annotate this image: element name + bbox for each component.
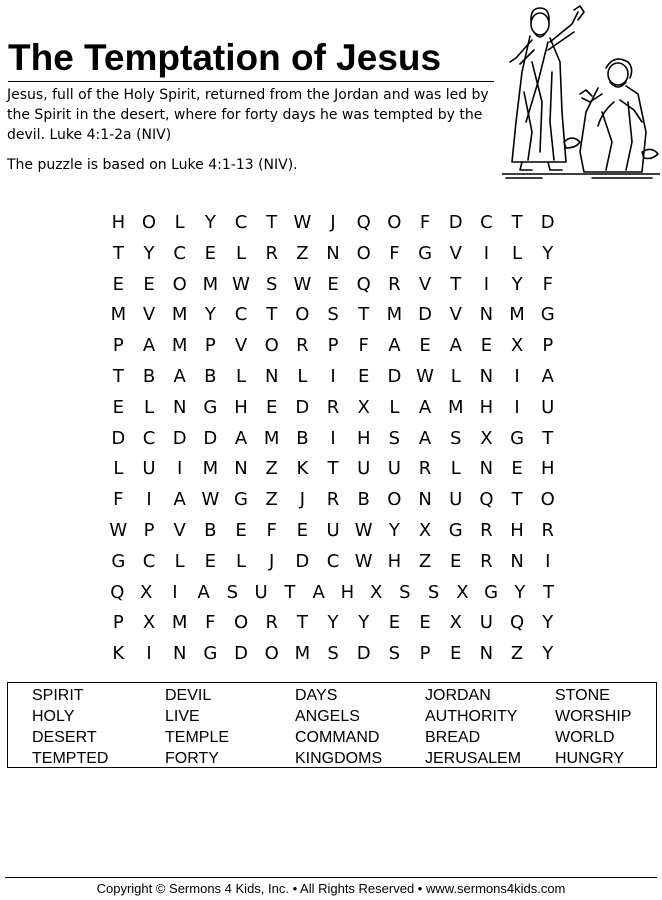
- grid-letter: A: [418, 427, 432, 449]
- grid-row: [103, 331, 563, 362]
- grid-letter: T: [511, 212, 523, 233]
- grid-letter: L: [113, 458, 124, 480]
- grid-letter: M: [263, 427, 280, 449]
- grid-letter: S: [399, 581, 411, 603]
- grid-letter: N: [510, 550, 524, 572]
- grid-letter: P: [143, 519, 155, 541]
- grid-letter: I: [172, 581, 178, 603]
- grid-letter: M: [447, 396, 464, 418]
- word-bank-item: WORSHIP: [555, 708, 632, 725]
- grid-letter: T: [296, 612, 308, 634]
- grid-letter: T: [112, 365, 124, 387]
- grid-letter: E: [419, 612, 431, 634]
- grid-letter: M: [202, 273, 219, 295]
- grid-letter: W: [354, 519, 373, 541]
- grid-letter: U: [449, 489, 463, 511]
- grid-letter: T: [266, 212, 278, 233]
- grid-letter: A: [388, 335, 401, 357]
- grid-row: [103, 516, 563, 547]
- grid-letter: N: [479, 304, 494, 326]
- grid-letter: Q: [479, 489, 494, 511]
- grid-letter: I: [483, 273, 490, 295]
- grid-letter: D: [111, 427, 126, 449]
- grid-letter: H: [356, 427, 371, 449]
- grid-letter: D: [356, 643, 371, 665]
- grid-row: [103, 485, 563, 516]
- grid-letter: D: [448, 212, 463, 233]
- grid-letter: G: [484, 581, 499, 603]
- grid-letter: V: [449, 304, 462, 326]
- grid-letter: I: [545, 550, 551, 572]
- grid-letter: A: [142, 335, 156, 357]
- grid-letter: U: [479, 612, 493, 634]
- grid-letter: Y: [542, 242, 554, 264]
- grid-letter: Y: [388, 519, 400, 541]
- grid-letter: Z: [418, 550, 432, 572]
- grid-letter: D: [295, 396, 310, 418]
- word-bank-item: DEVIL: [165, 687, 212, 704]
- grid-letter: E: [235, 519, 247, 541]
- grid-letter: L: [389, 396, 400, 418]
- grid-letter: G: [203, 643, 218, 665]
- grid-letter: I: [146, 643, 152, 665]
- grid-letter: G: [203, 396, 218, 418]
- grid-letter: V: [234, 335, 248, 357]
- grid-letter: M: [294, 643, 311, 665]
- grid-letter: W: [109, 519, 128, 541]
- grid-letter: E: [450, 550, 462, 572]
- grid-letter: T: [284, 581, 296, 603]
- grid-letter: U: [357, 458, 371, 480]
- grid-letter: T: [511, 489, 523, 511]
- grid-letter: Z: [296, 242, 309, 264]
- grid-letter: U: [326, 519, 340, 541]
- word-bank-item: JORDAN: [425, 687, 491, 704]
- grid-letter: M: [171, 304, 188, 326]
- word-bank-item: JERUSALEM: [425, 750, 522, 767]
- grid-letter: H: [111, 212, 126, 233]
- grid-letter: B: [204, 365, 217, 387]
- grid-letter: L: [174, 550, 185, 572]
- grid-letter: F: [542, 273, 553, 295]
- grid-letter: S: [327, 643, 339, 665]
- grid-letter: F: [419, 212, 431, 233]
- word-bank-column: [165, 685, 229, 769]
- grid-letter: X: [139, 581, 153, 603]
- grid-letter: E: [388, 612, 401, 634]
- grid-letter: O: [233, 612, 249, 634]
- grid-letter: X: [369, 581, 383, 603]
- grid-letter: X: [449, 612, 462, 634]
- grid-row: [103, 393, 563, 424]
- grid-letter: W: [232, 273, 250, 295]
- grid-letter: Y: [204, 304, 216, 326]
- grid-letter: L: [450, 365, 461, 387]
- grid-letter: Y: [327, 612, 339, 634]
- grid-letter: P: [419, 643, 431, 665]
- grid-letter: N: [264, 365, 279, 387]
- grid-letter: I: [514, 396, 520, 418]
- grid-letter: G: [448, 519, 463, 541]
- word-bank: [7, 682, 657, 768]
- grid-letter: S: [226, 581, 239, 603]
- grid-letter: T: [327, 458, 339, 480]
- grid-letter: H: [540, 458, 555, 480]
- grid-letter: Z: [265, 489, 278, 511]
- grid-letter: N: [479, 365, 494, 387]
- grid-letter: N: [326, 242, 340, 264]
- grid-letter: D: [418, 304, 432, 326]
- grid-letter: S: [388, 427, 401, 449]
- grid-letter: E: [112, 273, 125, 295]
- grid-letter: W: [201, 489, 220, 511]
- grid-row: [103, 639, 563, 670]
- grid-letter: C: [142, 550, 156, 572]
- grid-letter: L: [236, 550, 247, 572]
- puzzle-note: The puzzle is based on Luke 4:1-13 (NIV).: [7, 157, 298, 173]
- grid-letter: O: [264, 643, 279, 665]
- grid-letter: N: [418, 489, 432, 511]
- grid-letter: D: [203, 427, 218, 449]
- title-underline: [8, 81, 494, 82]
- grid-letter: P: [112, 335, 124, 357]
- grid-letter: Z: [265, 458, 278, 480]
- grid-letter: H: [510, 519, 524, 541]
- grid-letter: G: [234, 489, 248, 511]
- grid-letter: R: [265, 242, 278, 264]
- copyright-footer: Copyright © Sermons 4 Kids, Inc. • All Rights Reserved • www.sermons4kids.com: [96, 881, 566, 896]
- grid-letter: Q: [110, 581, 125, 603]
- grid-letter: F: [266, 519, 277, 541]
- grid-letter: T: [358, 304, 370, 326]
- grid-letter: H: [340, 581, 355, 603]
- grid-letter: D: [387, 365, 402, 387]
- word-bank-item: STONE: [555, 687, 610, 704]
- grid-letter: M: [110, 304, 127, 326]
- grid-letter: S: [327, 304, 339, 326]
- word-bank-column: [425, 685, 521, 769]
- grid-letter: W: [293, 273, 312, 295]
- grid-letter: O: [356, 242, 371, 264]
- grid-letter: A: [449, 335, 462, 357]
- grid-letter: E: [204, 242, 217, 264]
- grid-letter: O: [172, 273, 187, 295]
- grid-letter: A: [418, 396, 432, 418]
- grid-letter: T: [543, 581, 555, 603]
- grid-letter: D: [295, 550, 310, 572]
- word-bank-item: BREAD: [425, 729, 481, 746]
- intro-paragraph: Jesus, full of the Holy Spirit, returned from the Jordan and was led by the Spirit in the desert, where for forty days he was tempted by the devil. Luke 4:1-2a (NIV): [7, 87, 489, 143]
- grid-letter: V: [142, 304, 156, 326]
- grid-letter: C: [173, 242, 186, 264]
- word-bank-item: SPIRIT: [32, 687, 84, 704]
- grid-letter: Y: [204, 212, 216, 233]
- grid-letter: R: [541, 519, 554, 541]
- grid-row: [103, 547, 563, 578]
- grid-letter: W: [293, 212, 312, 233]
- grid-row: [103, 608, 563, 639]
- grid-letter: L: [512, 242, 523, 264]
- grid-letter: Z: [510, 643, 524, 665]
- grid-letter: N: [479, 458, 494, 480]
- grid-letter: E: [419, 335, 431, 357]
- grid-letter: M: [171, 612, 188, 634]
- grid-letter: L: [143, 396, 155, 418]
- word-bank-item: KINGDOMS: [295, 750, 383, 767]
- grid-letter: U: [387, 458, 401, 480]
- grid-letter: R: [418, 458, 432, 480]
- jesus-and-devil-illustration: [502, 2, 660, 182]
- grid-letter: I: [330, 365, 336, 387]
- grid-letter: V: [173, 519, 186, 541]
- grid-letter: F: [205, 612, 216, 634]
- page-title: The Temptation of Jesus: [8, 37, 442, 78]
- grid-letter: E: [358, 365, 370, 387]
- word-bank-item: FORTY: [165, 750, 219, 767]
- grid-letter: E: [143, 273, 155, 295]
- grid-letter: N: [234, 458, 248, 480]
- grid-row: [103, 362, 563, 393]
- grid-letter: H: [387, 550, 402, 572]
- grid-letter: L: [236, 365, 247, 387]
- grid-letter: R: [388, 273, 401, 295]
- grid-letter: X: [418, 519, 432, 541]
- grid-letter: T: [542, 427, 554, 449]
- grid-letter: Q: [356, 212, 371, 233]
- grid-letter: E: [511, 458, 523, 480]
- grid-letter: F: [113, 489, 124, 511]
- grid-letter: Y: [511, 273, 523, 295]
- grid-letter: D: [234, 643, 248, 665]
- grid-letter: E: [480, 335, 493, 357]
- grid-letter: C: [142, 427, 156, 449]
- grid-letter: L: [297, 365, 308, 387]
- grid-letter: B: [204, 519, 217, 541]
- grid-letter: A: [173, 489, 186, 511]
- grid-letter: S: [265, 273, 278, 295]
- word-bank-item: AUTHORITY: [425, 708, 518, 725]
- grid-row: [103, 300, 563, 331]
- grid-letter: V: [449, 242, 462, 264]
- word-bank-item: TEMPLE: [165, 729, 230, 746]
- grid-row: [103, 239, 563, 270]
- grid-letter: R: [480, 519, 493, 541]
- word-bank-item: LIVE: [165, 708, 200, 725]
- grid-letter: A: [234, 427, 248, 449]
- grid-letter: I: [514, 365, 520, 387]
- word-bank-column: [555, 685, 631, 769]
- grid-letter: E: [296, 519, 309, 541]
- grid-letter: V: [418, 273, 432, 295]
- word-bank-item: HOLY: [32, 708, 75, 725]
- grid-letter: O: [540, 489, 555, 511]
- grid-letter: P: [327, 335, 339, 357]
- footer-divider: [5, 877, 657, 878]
- grid-letter: I: [177, 458, 183, 480]
- grid-letter: C: [234, 304, 248, 326]
- grid-letter: P: [112, 612, 124, 634]
- grid-letter: S: [427, 581, 440, 603]
- grid-row: [103, 424, 563, 455]
- grid-letter: C: [326, 550, 340, 572]
- grid-letter: L: [236, 242, 247, 264]
- word-bank-item: COMMAND: [295, 729, 380, 746]
- grid-letter: G: [111, 550, 126, 572]
- grid-letter: A: [173, 365, 186, 387]
- grid-letter: X: [142, 612, 156, 634]
- grid-letter: X: [510, 335, 524, 357]
- grid-letter: O: [264, 335, 279, 357]
- grid-letter: R: [480, 550, 493, 572]
- grid-letter: C: [234, 212, 248, 233]
- grid-letter: R: [265, 612, 278, 634]
- grid-letter: B: [296, 427, 309, 449]
- grid-letter: A: [197, 581, 210, 603]
- grid-letter: O: [141, 212, 157, 233]
- grid-letter: K: [296, 458, 309, 480]
- grid-letter: O: [387, 212, 402, 233]
- word-bank-item: WORLD: [555, 729, 615, 746]
- grid-letter: T: [266, 304, 278, 326]
- grid-letter: M: [202, 458, 219, 480]
- grid-letter: D: [172, 427, 187, 449]
- grid-letter: R: [326, 489, 340, 511]
- grid-letter: P: [204, 335, 216, 357]
- grid-row: [103, 208, 563, 239]
- word-bank-item: TEMPTED: [32, 750, 109, 767]
- grid-letter: U: [254, 581, 268, 603]
- grid-letter: Y: [542, 643, 554, 665]
- grid-letter: E: [450, 643, 462, 665]
- grid-letter: Q: [356, 273, 371, 295]
- grid-letter: J: [330, 212, 336, 233]
- grid-letter: S: [450, 427, 462, 449]
- grid-letter: B: [142, 365, 156, 387]
- grid-letter: H: [234, 396, 248, 418]
- grid-letter: R: [326, 396, 340, 418]
- grid-letter: W: [354, 550, 373, 572]
- grid-letter: B: [357, 489, 370, 511]
- grid-letter: G: [540, 304, 555, 326]
- grid-letter: Q: [509, 612, 525, 634]
- grid-letter: G: [418, 242, 433, 264]
- grid-letter: O: [295, 304, 310, 326]
- grid-letter: L: [174, 212, 185, 233]
- grid-letter: T: [450, 273, 462, 295]
- grid-letter: E: [266, 396, 278, 418]
- grid-letter: M: [171, 335, 188, 357]
- grid-letter: C: [480, 212, 493, 233]
- grid-letter: E: [112, 396, 125, 418]
- grid-letter: N: [479, 643, 494, 665]
- grid-row: [103, 454, 563, 485]
- word-search-grid: [103, 208, 563, 670]
- grid-letter: H: [479, 396, 494, 418]
- word-bank-item: HUNGRY: [555, 750, 625, 767]
- word-bank-column: [32, 685, 108, 769]
- grid-letter: S: [388, 643, 401, 665]
- grid-row: [103, 578, 563, 609]
- grid-letter: E: [204, 550, 217, 572]
- grid-letter: G: [510, 427, 525, 449]
- grid-letter: F: [389, 242, 400, 264]
- grid-letter: K: [112, 643, 125, 665]
- grid-letter: Y: [358, 612, 370, 634]
- grid-letter: Y: [143, 242, 155, 264]
- grid-letter: R: [296, 335, 309, 357]
- grid-letter: N: [172, 643, 187, 665]
- grid-letter: D: [540, 212, 555, 233]
- word-bank-column: [295, 685, 382, 769]
- grid-letter: F: [358, 335, 369, 357]
- grid-letter: Y: [542, 612, 554, 634]
- word-bank-item: DAYS: [295, 687, 338, 704]
- grid-letter: X: [456, 581, 469, 603]
- grid-letter: T: [112, 242, 124, 264]
- grid-letter: J: [269, 550, 275, 572]
- grid-letter: A: [312, 581, 325, 603]
- grid-letter: I: [330, 427, 336, 449]
- grid-letter: N: [172, 396, 187, 418]
- grid-letter: Y: [514, 581, 526, 603]
- grid-letter: M: [386, 304, 403, 326]
- word-bank-item: DESERT: [32, 729, 97, 746]
- grid-letter: O: [387, 489, 402, 511]
- grid-letter: M: [509, 304, 525, 326]
- grid-letter: W: [416, 365, 434, 387]
- grid-letter: E: [327, 273, 339, 295]
- grid-letter: X: [357, 396, 370, 418]
- grid-letter: I: [146, 489, 152, 511]
- grid-letter: U: [142, 458, 156, 480]
- grid-letter: A: [541, 365, 554, 387]
- word-bank-item: ANGELS: [295, 708, 360, 725]
- grid-letter: L: [450, 458, 461, 480]
- grid-letter: X: [480, 427, 493, 449]
- grid-letter: J: [299, 489, 306, 511]
- grid-letter: I: [483, 242, 490, 264]
- grid-letter: P: [542, 335, 554, 357]
- grid-letter: U: [541, 396, 555, 418]
- grid-row: [103, 270, 563, 301]
